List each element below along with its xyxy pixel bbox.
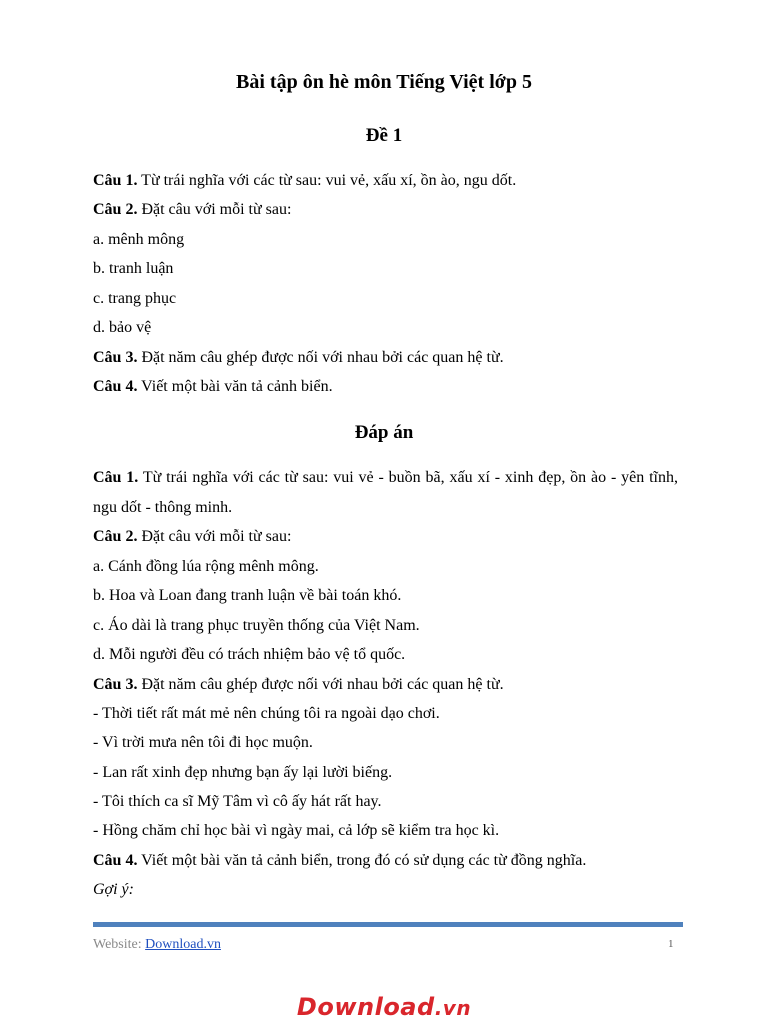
- question-text: Đặt năm câu ghép được nối với nhau bởi các quan hệ từ.: [137, 349, 504, 366]
- list-item: - Vì trời mưa nên tôi đi học muộn.: [93, 734, 313, 751]
- website-label: Website:: [93, 937, 146, 952]
- question-label: Câu 1.: [93, 469, 139, 486]
- list-item: d. Mỗi người đều có trách nhiệm bảo vệ tổ quốc.: [93, 646, 406, 663]
- question-label: Câu 4.: [93, 852, 138, 869]
- question-label: Câu 3.: [93, 676, 138, 693]
- footer-divider: [93, 922, 683, 927]
- list-item: c. trang phục: [93, 290, 177, 307]
- question-text: Viết một bài văn tả cảnh biển, trong đó có sử dụng các từ đồng nghĩa.: [137, 852, 587, 869]
- list-item: b. tranh luận: [93, 260, 174, 277]
- list-item: - Lan rất xinh đẹp nhưng bạn ấy lại lười biếng.: [93, 764, 393, 781]
- exercise-question-2: [93, 201, 291, 219]
- question-text: Từ trái nghĩa với các từ sau: vui vẻ - buồn bã, xấu xí - xinh đẹp, ồn ào - yên tĩnh, ngu dốt - thông minh.: [93, 469, 678, 516]
- question-text: Viết một bài văn tả cảnh biển.: [137, 378, 333, 395]
- answer-question-3: [93, 676, 504, 694]
- question-label: Câu 2.: [93, 528, 138, 545]
- watermark-ext: .vn: [434, 996, 472, 1020]
- list-item: - Hồng chăm chỉ học bài vì ngày mai, cả lớp sẽ kiểm tra học kì.: [93, 822, 500, 839]
- list-item: b. Hoa và Loan đang tranh luận về bài toán khó.: [93, 587, 402, 604]
- exercise-question-3: [93, 349, 504, 367]
- question-text: Đặt câu với mỗi từ sau:: [137, 201, 292, 218]
- list-item: a. Cánh đồng lúa rộng mênh mông.: [93, 558, 319, 575]
- list-item: d. bảo vệ: [93, 319, 152, 336]
- answers-heading: Đáp án: [354, 422, 414, 443]
- list-item: - Tôi thích ca sĩ Mỹ Tâm vì cô ấy hát rất hay.: [93, 793, 382, 810]
- list-item: c. Áo dài là trang phục truyền thống của Việt Nam.: [93, 617, 420, 634]
- exercise-question-4: [93, 378, 333, 396]
- question-label: Câu 4.: [93, 378, 138, 395]
- answer-question-2: [93, 528, 291, 546]
- page-number: 1: [668, 938, 674, 950]
- question-text: Đặt năm câu ghép được nối với nhau bởi các quan hệ từ.: [137, 676, 504, 693]
- download-vn-watermark-logo: [0, 993, 768, 1021]
- page-title: Bài tập ôn hè môn Tiếng Việt lớp 5: [236, 71, 532, 93]
- exercise-question-1: [93, 172, 516, 190]
- question-label: Câu 3.: [93, 349, 138, 366]
- list-item: a. mênh mông: [93, 231, 185, 248]
- question-text: Từ trái nghĩa với các từ sau: vui vẻ, xấu xí, ồn ào, ngu dốt.: [137, 172, 517, 189]
- list-item: - Thời tiết rất mát mẻ nên chúng tôi ra ngoài dạo chơi.: [93, 705, 440, 722]
- hint-label: Gợi ý:: [93, 881, 134, 898]
- exercise-heading: Đề 1: [365, 125, 403, 146]
- question-text: Đặt câu với mỗi từ sau:: [137, 528, 292, 545]
- answer-question-1: [93, 463, 678, 523]
- answer-question-4: [93, 852, 586, 870]
- footer-website: [93, 937, 221, 953]
- question-label: Câu 2.: [93, 201, 138, 218]
- watermark-brand: Download: [296, 993, 435, 1021]
- website-link[interactable]: Download.vn: [145, 937, 221, 952]
- question-label: Câu 1.: [93, 172, 138, 189]
